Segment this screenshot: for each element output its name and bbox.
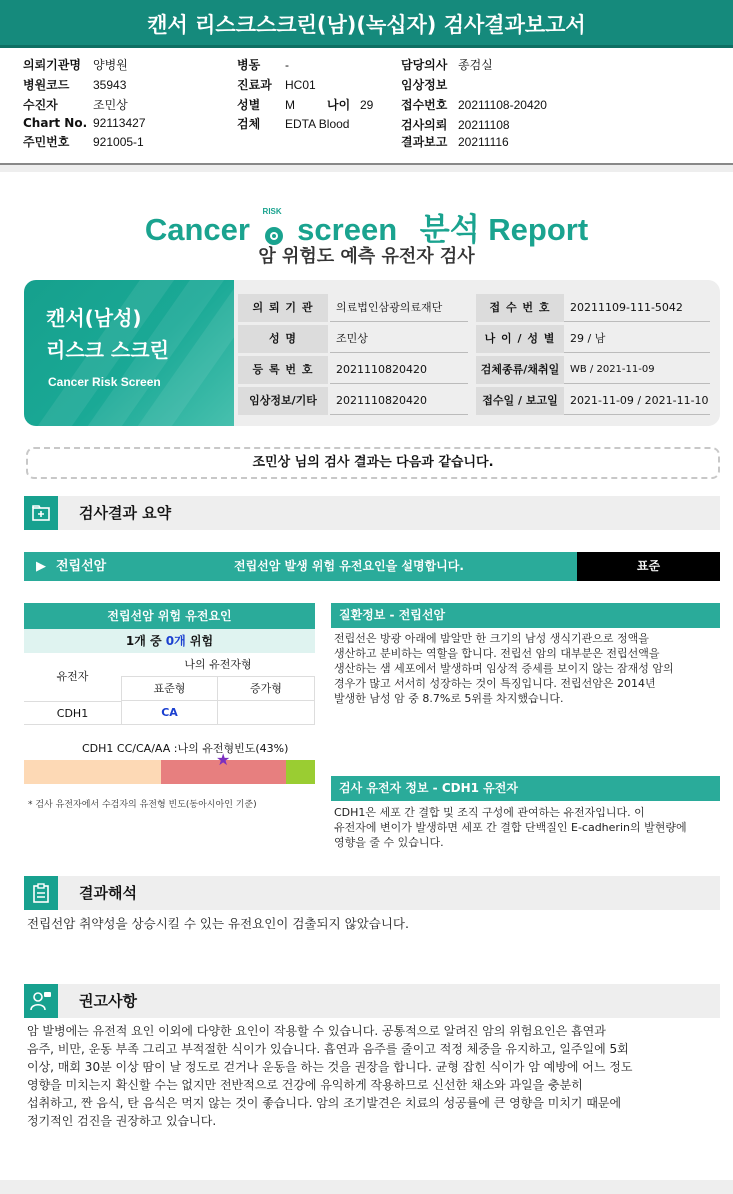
- normal-column-header: 표준형: [121, 677, 218, 701]
- recommendation-text: 암 발병에는 유전적 요인 이외에 다양한 요인이 작용할 수 있습니다. 공통적으로 알려진 암의 위험요인은 흡연과 음주, 비만, 운동 부족 그리고 부적절한 식이가 있습니다. 흡연과 음주를 줄이고 적정 체중을 유지하고, 일주일에 5회 이상, 매회 30분 이상 땀이 날 정도로 걷거나 운동을 하는 것을 권장을 합니다. 균형 잡힌 식이가 암 예방에 어느 정도 영향을 미치는지 확신할 수는 없지만 전반적으로 건강에 유익하게 작용하므로 신선한 채소와 과일을 충분히 섭취하고, 짠 음식, 탄 음식은 먹지 않는 것이 좋습니다. 암의 조기발견은 치료의 성공률에 큰 영향을 미치기 때문에 정기적인 검진을 권장하고 있습니다.: [27, 1024, 633, 1128]
- info-value: 29 / 남: [564, 325, 710, 353]
- patient-field: 담당의사 종검실: [401, 58, 493, 72]
- report-sheet: [0, 172, 733, 1180]
- info-label: 접수일 / 보고일: [476, 387, 564, 415]
- patient-field: 검체 EDTA Blood: [237, 117, 350, 131]
- disease-info-header: 질환정보 - 전립선암: [331, 603, 720, 628]
- card-title-2: 리스크 스크린: [46, 338, 169, 362]
- frequency-segment: [24, 760, 161, 784]
- test-info-card: [24, 280, 720, 426]
- info-value: WB / 2021-11-09: [564, 356, 710, 384]
- info-label: 성 명: [238, 325, 328, 353]
- recommendation-title: 권고사항: [79, 992, 137, 1010]
- patient-field: 의뢰기관명 양병원: [23, 58, 128, 72]
- gene-info-body: CDH1은 세포 간 결합 및 조직 구성에 관여하는 유전자입니다. 이 유전자에 변이가 발생하면 세포 간 결합 단백질인 E-cadherin의 발현량에 영향을 줄 수 있습니다.: [334, 806, 687, 849]
- info-value: 2021110820420: [330, 356, 468, 384]
- info-label: 검체종류/채취일: [476, 356, 564, 384]
- gene-info-header: 검사 유전자 정보 - CDH1 유전자: [331, 776, 720, 801]
- patient-field: 주민번호 921005-1: [23, 135, 144, 149]
- patient-field: Chart No. 92113427: [23, 116, 146, 130]
- patient-field: 진료과 HC01: [237, 78, 316, 92]
- interpretation-text: 전립선암 취약성을 상승시킬 수 있는 유전요인이 검출되지 않았습니다.: [27, 916, 409, 931]
- info-label: 임상정보/기타: [238, 387, 328, 415]
- interpretation-title: 결과해석: [79, 884, 137, 902]
- info-value: 2021110820420: [330, 387, 468, 415]
- clipboard-icon: [24, 876, 58, 910]
- patient-age: 나이 29: [327, 98, 374, 112]
- report-logo: Cancer RISK screen 분석 Report: [144, 206, 589, 247]
- info-label: 접 수 번 호: [476, 294, 564, 322]
- patient-field: 검사의뢰 20211108: [401, 118, 510, 132]
- risk-status-badge: 표준: [577, 552, 720, 581]
- info-value: 조민상: [330, 325, 468, 353]
- interpretation-section-header: [24, 876, 720, 910]
- patient-field: 병동 -: [237, 58, 289, 72]
- gene-column-header: 유전자: [56, 670, 89, 683]
- info-label: 나 이 / 성 별: [476, 325, 564, 353]
- card-title-1: 캔서(남성): [46, 306, 142, 330]
- genotype-frequency-label: CDH1 CC/CA/AA :나의 유전형빈도(43%): [82, 742, 289, 755]
- increase-column-header: 증가형: [218, 677, 315, 701]
- info-value: 의료법인삼광의료재단: [330, 294, 468, 322]
- genotype-frequency-bar: [24, 750, 315, 784]
- patient-field: 임상정보: [401, 78, 448, 92]
- info-value: 2021-11-09 / 2021-11-10: [564, 387, 710, 415]
- card-title-en: Cancer Risk Screen: [48, 375, 161, 389]
- cancer-summary-bar: [24, 552, 720, 581]
- play-icon: ▶: [36, 559, 46, 574]
- patient-field: 병원코드 35943: [23, 78, 127, 92]
- frequency-note: * 검사 유전자에서 수검자의 유전형 빈도(동아시아인 기준): [28, 800, 257, 810]
- risk-target-icon: RISK: [261, 219, 287, 245]
- info-label: 의 뢰 기 관: [238, 294, 328, 322]
- cancer-desc: 전립선암 발생 위험 유전요인을 설명합니다.: [234, 559, 464, 573]
- info-value: 20211109-111-5042: [564, 294, 710, 322]
- cancer-name: 전립선암: [56, 559, 107, 574]
- report-title: 캔서 리스크스크린(남)(녹십자) 검사결과보고서: [0, 0, 733, 48]
- frequency-segment: [286, 760, 315, 784]
- doctor-consult-icon: [24, 984, 58, 1018]
- summary-title: 검사결과 요약: [79, 504, 172, 522]
- result-notice: 조민상 님의 검사 결과는 다음과 같습니다.: [26, 447, 720, 479]
- card-title-panel: [24, 280, 234, 426]
- patient-field: 성별 M: [237, 98, 295, 112]
- my-genotype-header: 나의 유전자형: [121, 653, 315, 677]
- recommendation-section-header: [24, 984, 720, 1018]
- info-label: 등 록 번 호: [238, 356, 328, 384]
- risk-table-title: 전립선암 위험 유전요인: [24, 603, 315, 629]
- gene-name: CDH1: [24, 701, 121, 725]
- patient-info-block: [0, 48, 733, 165]
- normal-genotype-value: CA: [121, 701, 218, 725]
- patient-field: 접수번호 20211108-20420: [401, 98, 547, 112]
- my-genotype-star-icon: ★: [216, 750, 231, 769]
- patient-field: 결과보고 20211116: [401, 135, 509, 149]
- disease-info-body: 전립선은 방광 아래에 밤알만 한 크기의 남성 생식기관으로 정액을 생산하고 분비하는 역할을 합니다. 전립선 암의 대부분은 전립선액을 생산하는 샘 세포에서 발생하며 임상적 증세를 보이지 않는 잠재성 암의 경우가 많고 서서히 성장하는 것이 특징입니다. 전립선암은 2014년 발생한 남성 암 중 8.7%로 5위를 차지했습니다.: [334, 632, 674, 705]
- patient-field: 수진자 조민상: [23, 98, 128, 112]
- report-subtitle: 암 위험도 예측 유전자 검사: [258, 246, 475, 267]
- risk-count: 1개 중 0개 위험: [24, 629, 315, 653]
- increase-genotype-value: [218, 701, 315, 725]
- medical-folder-icon: [24, 496, 58, 530]
- summary-section-header: [24, 496, 720, 530]
